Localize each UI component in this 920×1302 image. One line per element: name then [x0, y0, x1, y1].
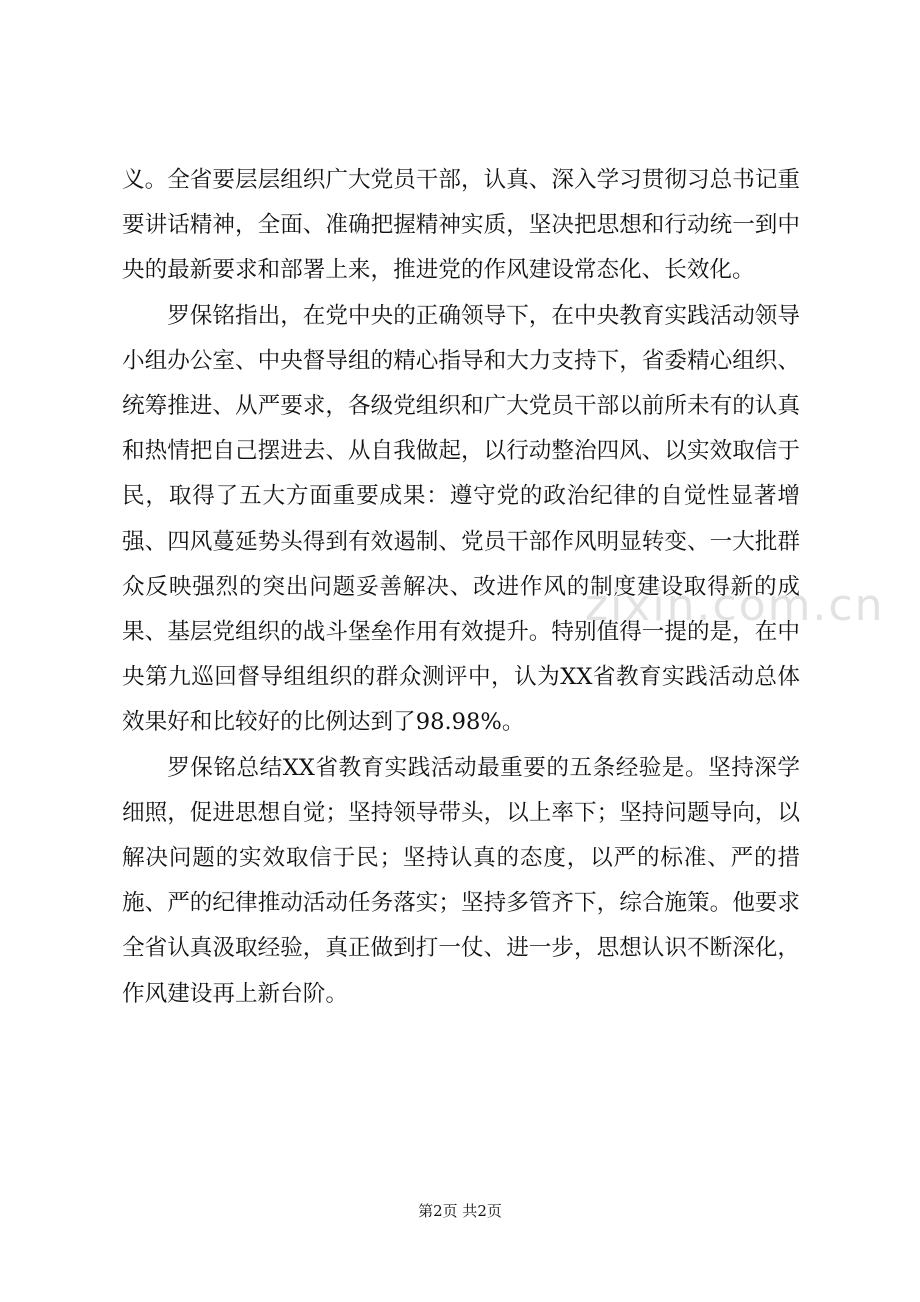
watermark: zixin.com.cn: [585, 580, 885, 631]
paragraph-continuation: 义。全省要层层组织广大党员干部，认真、深入学习贯彻习总书记重要讲话精神，全面、准确把握精神实质，坚决把思想和行动统一到中央的最新要求和部署上来，推进党的作风建设常态化、长效化。: [122, 167, 800, 284]
page-footer: 第2页 共2页: [418, 1202, 502, 1220]
paragraph-experience: 罗保铭总结XX省教育实践活动最重要的五条经验是。坚持深学细照，促进思想自觉；坚持领导带头，以上率下；坚持问题导向，以解决问题的实效取信于民；坚持认真的态度，以严的标准、严的措施、严的纪律推动活动任务落实；坚持多管齐下，综合施策。他要求全省认真汲取经验，真正做到打一仗、进一步，思想认识不断深化，作风建设再上新台阶。: [122, 754, 800, 1007]
document-body: [122, 158, 800, 1017]
paragraph-achievements: 罗保铭指出，在党中央的正确领导下，在中央教育实践活动领导小组办公室、中央督导组的精心指导和大力支持下，省委精心组织、统筹推进、从严要求，各级党组织和广大党员干部以前所未有的认真和热情把自己摆进去、从自我做起，以行动整治四风、以实效取信于民，取得了五大方面重要成果：遵守党的政治纪律的自觉性显著增强、四风蔓延势头得到有效遏制、党员干部作风明显转变、一大批群众反映强烈的突出问题妥善解决、改进作风的制度建设取得新的成果、基层党组织的战斗堡垒作用有效提升。特别值得一提的是，在中央第九巡回督导组组织的群众测评中，认为XX省教育实践活动总体效果好和比较好的比例达到了98.98%。: [122, 302, 800, 736]
